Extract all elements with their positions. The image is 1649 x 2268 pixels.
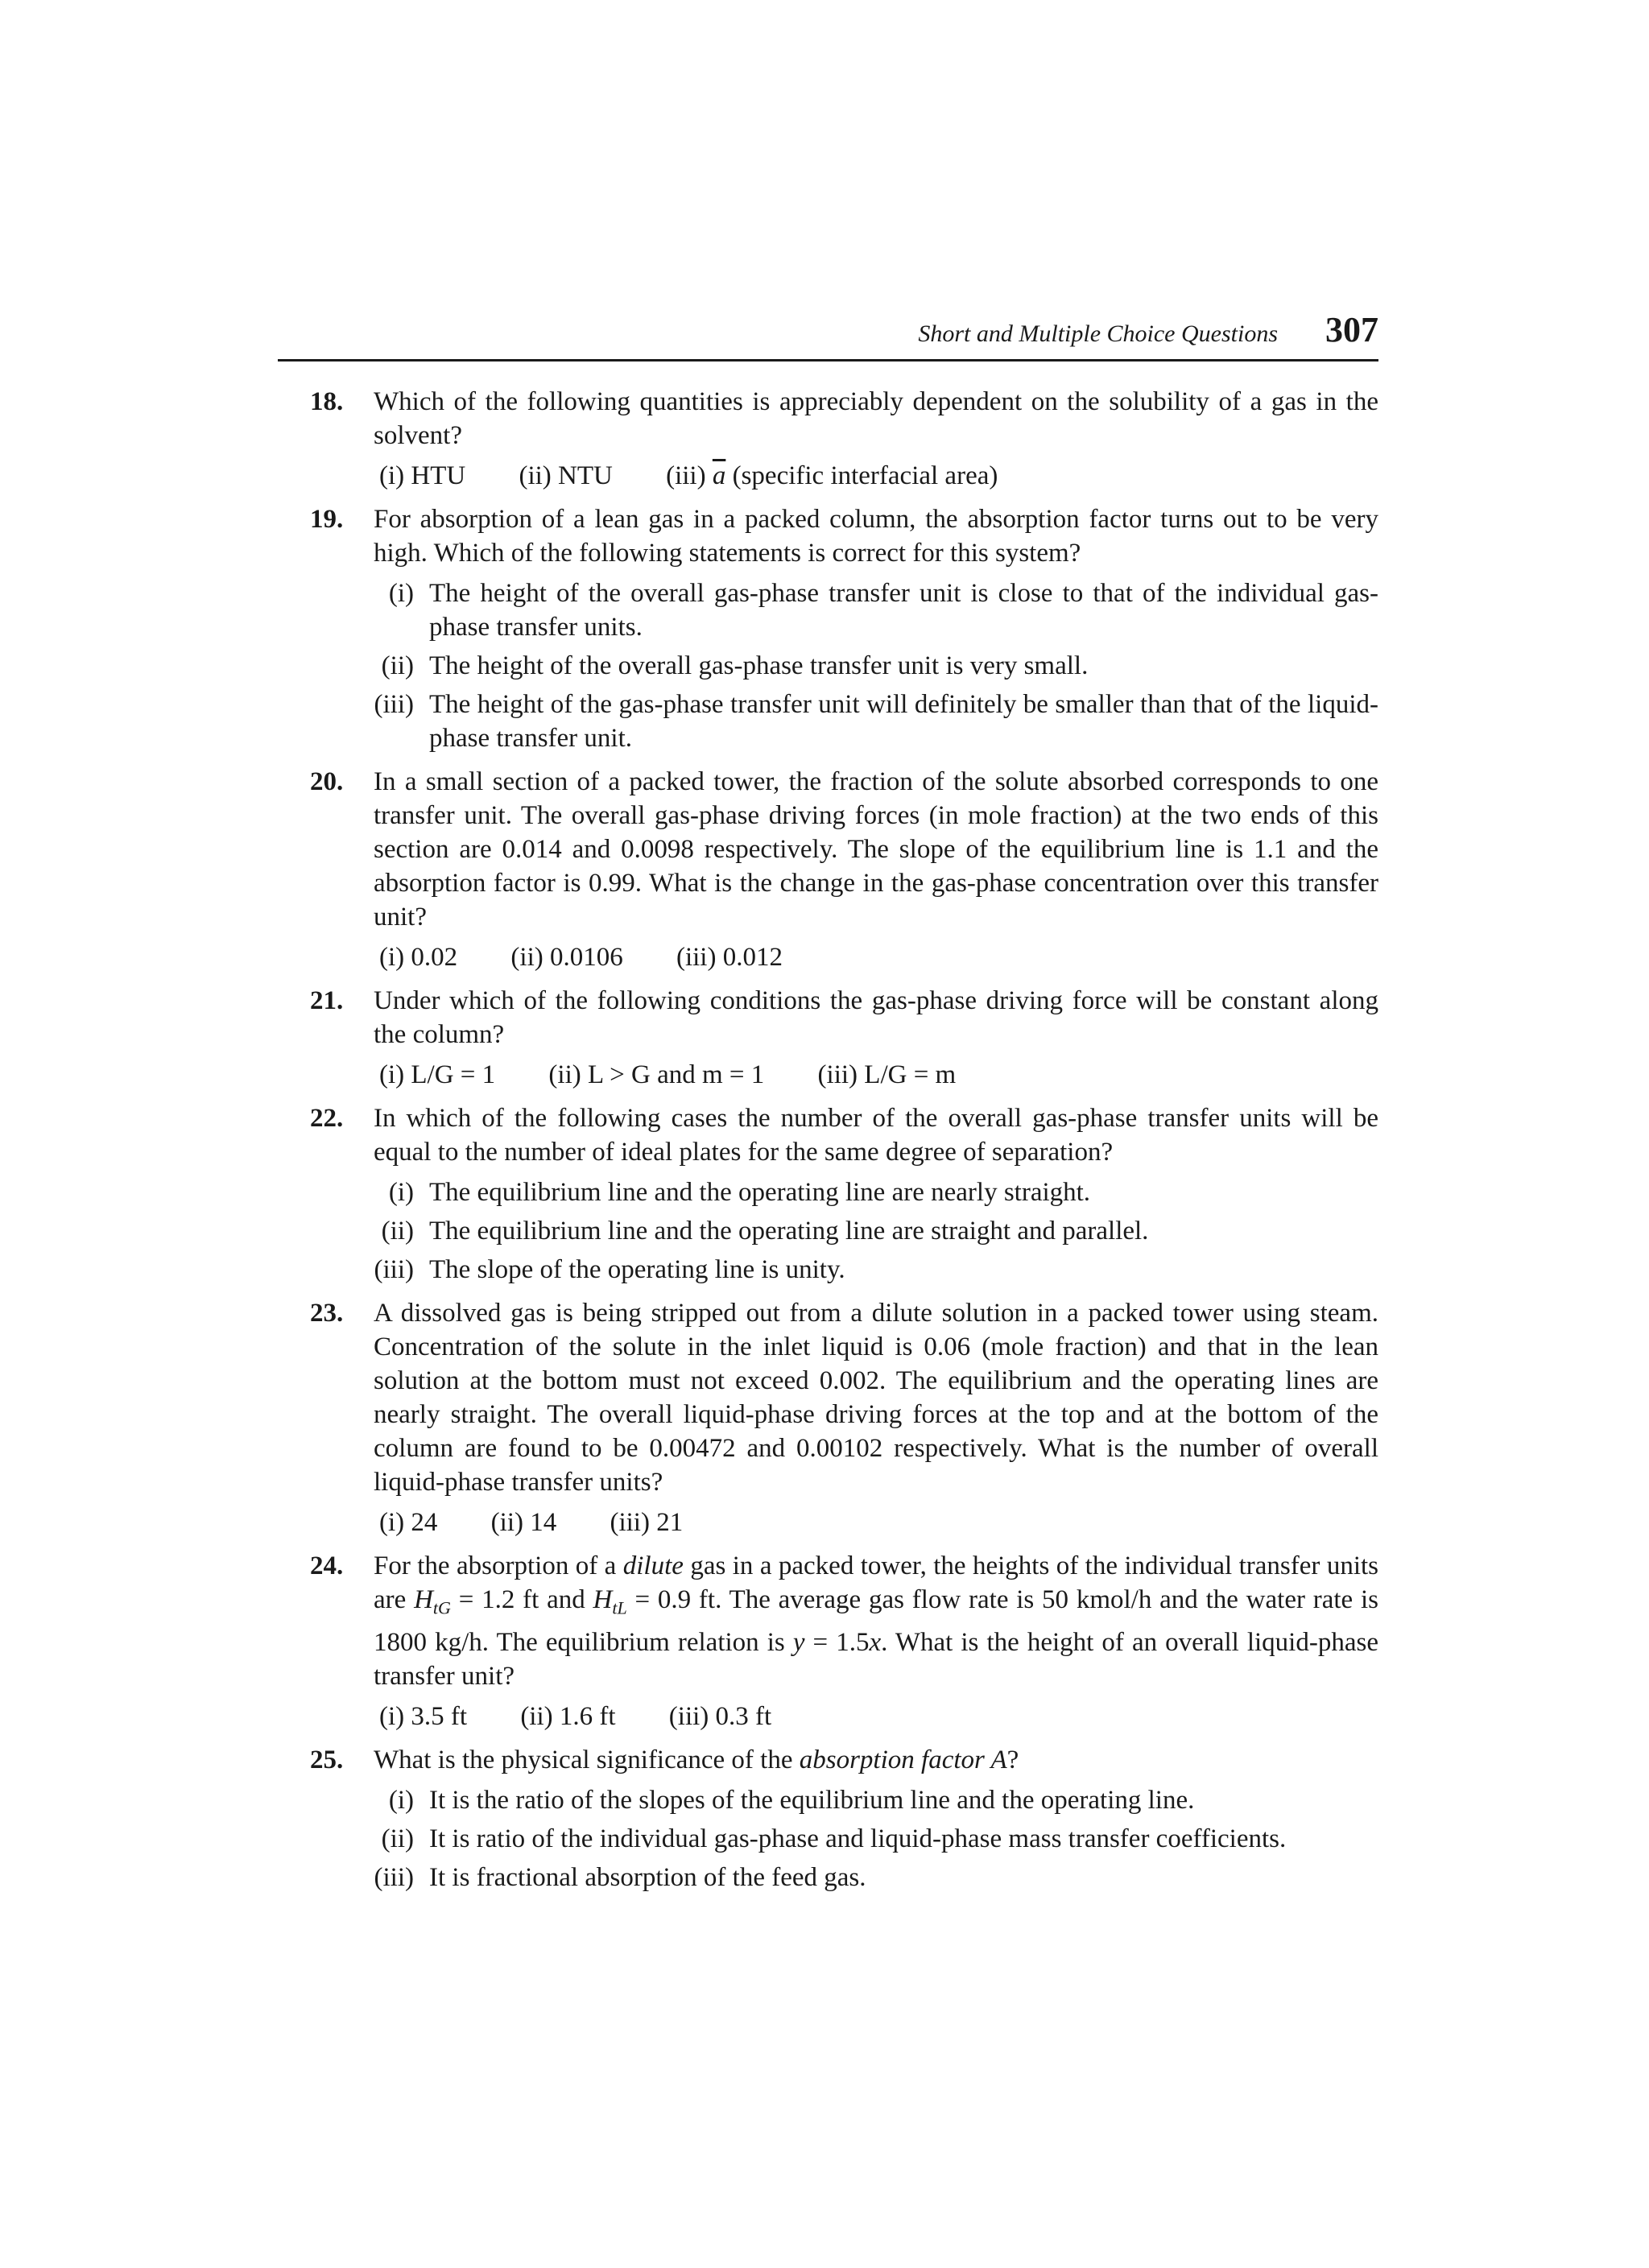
question-number: 23. — [310, 1299, 344, 1328]
option-list — [374, 1783, 1378, 1894]
option-iii — [374, 688, 1378, 755]
option-text: The equilibrium line and the operating line are nearly straight. — [429, 1178, 1091, 1207]
question-20 — [310, 765, 1378, 974]
inline-options — [374, 1700, 1378, 1733]
question-number: 25. — [310, 1745, 344, 1774]
option-text: It is the ratio of the slopes of the equilibrium line and the operating line. — [429, 1785, 1195, 1815]
inline-options — [374, 940, 1378, 974]
question-24 — [310, 1549, 1378, 1733]
option-iii — [374, 1253, 1378, 1287]
option-iii: (iii) L/G = m — [817, 1060, 957, 1089]
option-iii: (iii) 21 — [610, 1508, 684, 1537]
question-number: 24. — [310, 1551, 344, 1580]
option-list — [374, 576, 1378, 755]
a-bar-symbol: $\overline{a}$ — [712, 461, 726, 490]
question-19 — [310, 502, 1378, 755]
option-label: (ii) — [381, 1217, 414, 1246]
option-ii: (ii) L > G and m = 1 — [548, 1060, 765, 1089]
option-label: (ii) — [381, 1824, 414, 1853]
option-ii — [374, 649, 1378, 683]
option-ii: (ii) 14 — [490, 1508, 557, 1537]
option-text: The slope of the operating line is unity. — [429, 1255, 845, 1284]
option-label: (iii) — [374, 690, 414, 719]
question-23 — [310, 1296, 1378, 1539]
question-text: In which of the following cases the number of the overall gas-phase transfer units will be equal to the number of ideal plates for the same degree of separation? — [374, 1104, 1378, 1167]
option-ii: (ii) NTU — [519, 461, 613, 490]
question-text: Under which of the following conditions the gas-phase driving force will be constant along the column? — [374, 986, 1378, 1049]
option-i: (i) 3.5 ft — [379, 1701, 468, 1731]
question-text: For the absorption of a dilute gas in a packed tower, the heights of the individual transfer units are $H_{tG} = 1.2$ ft and $H_{tL} = 0.9$ ft. The average gas flow rate is 50 kmol/h and the water rate is 1800 kg/h. The equilibrium relation is y = 1.5x. What is the height of an overall liquid-phase transfer unit? — [374, 1551, 1379, 1691]
question-22 — [310, 1101, 1378, 1287]
option-ii — [374, 1822, 1378, 1856]
option-i — [374, 1175, 1378, 1209]
option-text: The height of the overall gas-phase transfer unit is close to that of the individual gas-phase transfer units. — [429, 579, 1378, 642]
option-text: The height of the overall gas-phase transfer unit is very small. — [429, 651, 1089, 680]
option-text: It is ratio of the individual gas-phase and liquid-phase mass transfer coefficients. — [429, 1824, 1287, 1853]
page-number: 307 — [1325, 310, 1378, 349]
question-text: In a small section of a packed tower, the fraction of the solute absorbed corresponds to one transfer unit. The overall gas-phase driving forces (in mole fraction) at the two ends of this section are 0.014 and 0.0098 respectively. The slope of the equilibrium line is 1.1 and the absorption factor is 0.99. What is the change in the gas-phase concentration over this transfer unit? — [374, 767, 1378, 932]
question-text: What is the physical significance of the absorption factor A? — [374, 1745, 1019, 1774]
question-21 — [310, 984, 1378, 1092]
option-iii: (iii) 0.3 ft — [668, 1701, 772, 1731]
option-ii: (ii) 0.0106 — [510, 943, 623, 972]
option-label: (i) — [388, 1178, 414, 1207]
option-label: (ii) — [381, 651, 414, 680]
option-iii: (iii) 0.012 — [676, 943, 783, 972]
question-number: 21. — [310, 986, 344, 1015]
question-list — [310, 385, 1378, 1904]
option-i: (i) L/G = 1 — [379, 1060, 496, 1089]
option-i: (i) 0.02 — [379, 943, 458, 972]
option-i: (i) 24 — [379, 1508, 438, 1537]
option-iii — [374, 1861, 1378, 1894]
option-label: (iii) — [374, 1255, 414, 1284]
running-header — [278, 310, 1378, 361]
option-ii: (ii) 1.6 ft — [520, 1701, 616, 1731]
section-title: Short and Multiple Choice Questions — [918, 320, 1278, 347]
question-text: For absorption of a lean gas in a packed column, the absorption factor turns out to be very high. Which of the following statements is correct for this system? — [374, 505, 1378, 568]
option-text: It is fractional absorption of the feed gas. — [429, 1862, 866, 1892]
option-label: (i) — [388, 1785, 414, 1815]
option-i — [374, 1783, 1378, 1817]
option-iii: (iii) $\overline{a}$ (specific interfacial area) — [666, 459, 998, 493]
question-text: Which of the following quantities is appreciably dependent on the solubility of a gas in the solvent? — [374, 387, 1378, 450]
inline-options — [374, 459, 1378, 493]
option-text: The equilibrium line and the operating line are straight and parallel. — [429, 1217, 1149, 1246]
inline-options — [374, 1058, 1378, 1092]
question-number: 19. — [310, 505, 344, 534]
inline-options — [374, 1506, 1378, 1539]
question-18 — [310, 385, 1378, 493]
question-number: 18. — [310, 387, 344, 416]
question-number: 22. — [310, 1104, 344, 1133]
option-i — [374, 576, 1378, 644]
option-i: (i) HTU — [379, 461, 466, 490]
option-ii — [374, 1214, 1378, 1248]
option-list — [374, 1175, 1378, 1287]
question-number: 20. — [310, 767, 344, 796]
option-label: (iii) — [374, 1862, 414, 1892]
option-text: The height of the gas-phase transfer unit will definitely be smaller than that of the liquid-phase transfer unit. — [429, 690, 1378, 753]
question-text: A dissolved gas is being stripped out from a dilute solution in a packed tower using steam. Concentration of the solute in the inlet liquid is 0.06 (mole fraction) and that in the lean solution at the bottom must not exceed 0.002. The equilibrium and the operating lines are nearly straight. The overall liquid-phase driving forces at the top and at the bottom of the column are found to be 0.00472 and 0.00102 respectively. What is the number of overall liquid-phase transfer units? — [374, 1299, 1378, 1497]
option-label: (i) — [388, 579, 414, 608]
question-25 — [310, 1743, 1378, 1894]
